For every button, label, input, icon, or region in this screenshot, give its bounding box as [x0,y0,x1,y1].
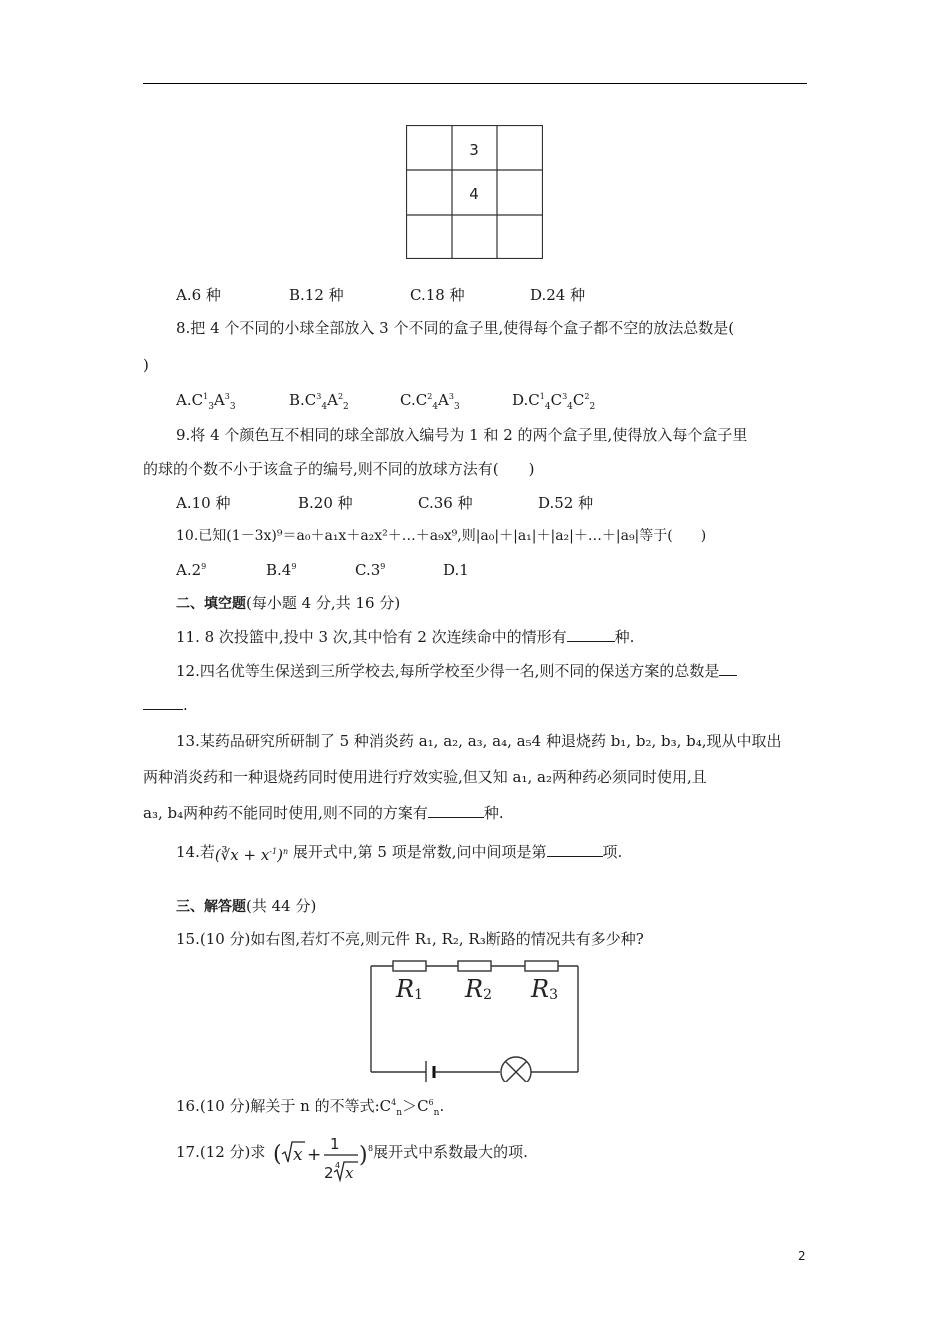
q8-option-b: $B.C^3_4A^2_2$ [289,391,349,412]
q14-mid: 展开式中,第 5 项是常数,问中间项是第 [292,843,547,861]
q13-line1: 13.某药品研究所研制了 5 种消炎药 a₁, a₂, a₃, a₄, a₅4 种退烧药 b₁, b₂, b₃, b₄,现从中取出 [176,732,782,750]
label-r1: R1 [396,975,423,1003]
q16-c6n: $C^6_n$ [417,1097,440,1118]
q12-line2 [143,695,188,715]
q12-line1 [176,661,737,681]
svg-text:x: x [293,1145,303,1165]
q8-option-c: $C.C^2_4A^3_3$ [400,391,460,412]
q17-tail: 展开式中系数最大的项. [373,1143,528,1161]
label-r3: R3 [531,975,558,1003]
q9-line1: 9.将 4 个颜色互不相同的球全部放入编号为 1 和 2 的两个盒子里,使得放入每个盒子里 [176,426,748,444]
q17-tail-wrap [368,1142,528,1162]
q16: 16.(10 分)解关于 n 的不等式$:C^4_n>C^6_n$. [176,1097,445,1118]
q14-expression: (∛x + $x^{-1})^n$ [214,846,289,864]
q8-option-a: $A.C^1_3A^3_3$ [176,391,236,412]
label-r2: R2 [465,975,492,1003]
q14-prefix: 14.若 [176,843,215,861]
q12-blank-a [719,661,737,676]
q11-tail: 种. [614,628,635,646]
svg-text:4: 4 [335,1161,341,1170]
svg-text:+: + [307,1145,322,1165]
q8-option-d: $D.C^1_4C^3_4C^2_2$ [512,391,596,412]
q13-line3 [143,803,504,823]
header-rule [143,83,807,84]
q11-text: 11. 8 次投篮中,投中 3 次,其中恰有 2 次连续命中的情形有 [176,628,567,646]
number-grid [406,125,543,259]
section2-note: (每小题 4 分,共 16 分) [246,594,401,612]
q10-option-c: $C.3^9$ [355,561,386,579]
q13-text: a₃, b₄两种药不能同时使用,则不同的方案有 [143,804,428,822]
section2-heading [176,593,400,614]
q11 [176,627,634,647]
q11-blank [567,627,615,642]
q17-numerator: 1 [330,1135,340,1153]
q9-line2: 的球的个数不小于该盒子的编号,则不同的放球方法有( ) [143,460,535,478]
grid-cell: 3 [469,141,479,159]
q10-option-b: $B.4^9$ [266,561,297,579]
svg-text:x: x [345,1164,354,1182]
section3-title: 三、解答题 [176,899,246,915]
q8-close: ) [143,356,149,374]
q13-tail: 种. [483,804,504,822]
q16-c4n: $C^4_n$ [379,1097,403,1118]
resistor-r3 [525,961,558,971]
section2-title: 二、填空题 [176,596,246,612]
q7-option-a: A.6 种 [176,286,221,304]
q13-line2: 两种消炎药和一种退烧药同时使用进行疗效实验,但又知 a₁, a₂两种药必须同时使用,且 [143,768,707,786]
q9-option-c: C.36 种 [418,494,473,512]
q16-prefix: 16.(10 分)解关于 n 的不等式: [176,1097,380,1115]
q12-tail: . [183,696,188,714]
q7-option-b: B.12 种 [289,286,344,304]
circuit-diagram [368,960,580,1082]
q9-option-b: B.20 种 [298,494,353,512]
q8-stem: 8.把 4 个不同的小球全部放入 3 个不同的盒子里,使得每个盒子都不空的放法总数是( [176,319,735,337]
q7-option-d: D.24 种 [530,286,586,304]
q10-option-a: $A.2^9$ [176,561,207,579]
svg-text:): ) [359,1143,368,1168]
q14-tail: 项. [602,843,623,861]
q10-stem: 10.已知(1－3x)⁹＝a₀＋a₁x＋a₂x²＋…＋a₉x⁹,则|a₀|＋|a₁|＋|a₂|＋…＋|a₉|等于( ) [176,528,707,544]
resistor-r1 [393,961,426,971]
q15-text: 15.(10 分)如右图,若灯不亮,则元件 R₁, R₂, R₃断路的情况共有多少种? [176,930,644,948]
q12-blank-b [143,695,183,710]
section3-heading [176,896,316,917]
q17-expression [272,1132,368,1188]
q10-option-d: D.1 [443,561,469,579]
section3-note: (共 44 分) [246,897,317,915]
q17-denominator: 2 [324,1164,334,1182]
lamp-icon [501,1057,531,1082]
q9-option-d: D.52 种 [538,494,594,512]
q14 [176,842,622,862]
svg-text:(: ( [273,1142,282,1167]
resistor-r2 [458,961,491,971]
q9-option-a: A.10 种 [176,494,231,512]
q17-exponent: 8 [368,1144,374,1153]
q7-option-c: C.18 种 [410,286,465,304]
q17-prefix: 17.(12 分)求 [176,1143,266,1161]
grid-cell: 4 [469,185,479,203]
q12-text: 12.四名优等生保送到三所学校去,每所学校至少得一名,则不同的保送方案的总数是 [176,662,720,680]
q13-blank [428,803,484,818]
q14-blank [547,842,603,857]
page-number: 2 [798,1249,806,1263]
